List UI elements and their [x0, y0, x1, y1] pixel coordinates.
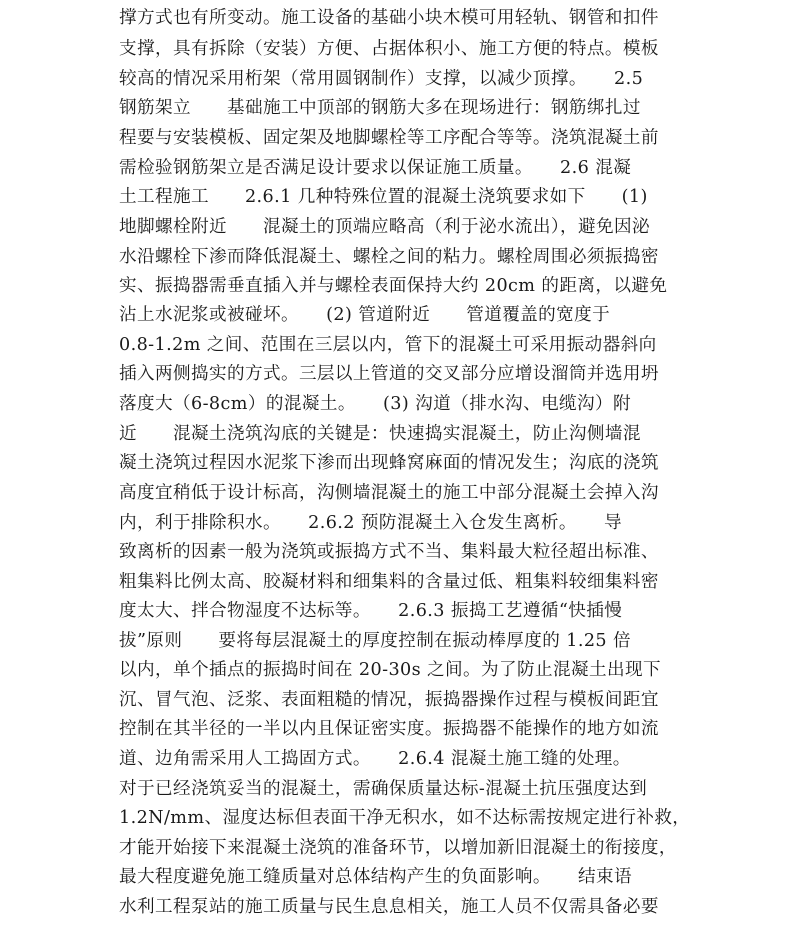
text-line: 地脚螺栓附近 混凝土的顶端应略高（利于泌水流出），避免因泌 [119, 217, 651, 237]
text-line: 插入两侧捣实的方式。三层以上管道的交叉部分应增设溜筒并选用坍 [119, 364, 659, 384]
text-line: 需检验钢筋架立是否满足设计要求以保证施工质量。 2.6 混凝 [119, 158, 632, 178]
text-line: 0.8-1.2m 之间、范围在三层以内，管下的混凝土可采用振动器斜向 [119, 335, 657, 355]
text-line: 程要与安装模板、固定架及地脚螺栓等工序配合等等。浇筑混凝土前 [119, 128, 659, 148]
text-line: 水利工程泵站的施工质量与民生息息相关，施工人员不仅需具备必要 [119, 897, 659, 917]
text-line: 道、边角需采用人工捣固方式。 2.6.4 混凝土施工缝的处理。 [119, 749, 631, 769]
text-line: 沉、冒气泡、泛浆、表面粗糙的情况，振捣器操作过程与模板间距宜 [119, 690, 659, 710]
text-line: 粗集料比例太高、胶凝材料和细集料的含量过低、粗集料较细集料密 [119, 572, 659, 592]
text-line: 实、振捣器需垂直插入并与螺栓表面保持大约 20cm 的距离，以避免 [119, 276, 668, 296]
text-line: 最大程度避免施工缝质量对总体结构产生的负面影响。 结束语 [119, 867, 633, 887]
text-line: 致离析的因素一般为浇筑或振捣方式不当、集料最大粒径超出标准、 [119, 542, 659, 562]
text-line: 对于已经浇筑妥当的混凝土，需确保质量达标-混凝土抗压强度达到 [119, 779, 648, 799]
text-line: 度太大、拌合物湿度不达标等。 2.6.3 振捣工艺遵循“快插慢 [119, 601, 623, 621]
text-line: 支撑，具有拆除（安装）方便、占据体积小、施工方便的特点。模板 [119, 39, 659, 59]
text-line: 撑方式也有所变动。施工设备的基础小块木模可用轻轨、钢管和扣件 [119, 8, 659, 28]
text-line: 1.2N/mm、湿度达标但表面干净无积水，如不达标需按规定进行补救， [119, 808, 691, 828]
text-line: 内，利于排除积水。 2.6.2 预防混凝土入仓发生离析。 导 [119, 513, 622, 533]
text-line: 落度大（6-8cm）的混凝土。 (3) 沟道（排水沟、电缆沟）附 [119, 394, 632, 414]
text-line: 才能开始接下来混凝土浇筑的准备环节，以增加新旧混凝土的衔接度， [119, 838, 677, 858]
text-line: 高度宜稍低于设计标高，沟侧墙混凝土的施工中部分混凝土会掉入沟 [119, 483, 659, 503]
text-line: 土工程施工 2.6.1 几种特殊位置的混凝土浇筑要求如下 (1) [119, 187, 648, 207]
text-line: 水沿螺栓下渗而降低混凝土、螺栓之间的粘力。螺栓周围必须振捣密 [119, 247, 659, 267]
text-line: 以内，单个插点的振捣时间在 20-30s 之间。为了防止混凝土出现下 [119, 660, 661, 680]
text-line: 沾上水泥浆或被碰坏。 (2) 管道附近 管道覆盖的宽度于 [119, 305, 611, 325]
text-line: 凝土浇筑过程因水泥浆下渗而出现蜂窝麻面的情况发生；沟底的浇筑 [119, 453, 659, 473]
text-line: 较高的情况采用桁架（常用圆钢制作）支撑，以减少顶撑。 2.5 [119, 69, 644, 89]
text-line: 钢筋架立 基础施工中顶部的钢筋大多在现场进行：钢筋绑扎过 [119, 98, 641, 118]
text-line: 拔”原则 要将每层混凝土的厚度控制在振动棒厚度的 1.25 倍 [119, 631, 631, 651]
text-line: 近 混凝土浇筑沟底的关键是：快速捣实混凝土，防止沟侧墙混 [119, 424, 641, 444]
text-line: 控制在其半径的一半以内且保证密实度。振捣器不能操作的地方如流 [119, 719, 659, 739]
